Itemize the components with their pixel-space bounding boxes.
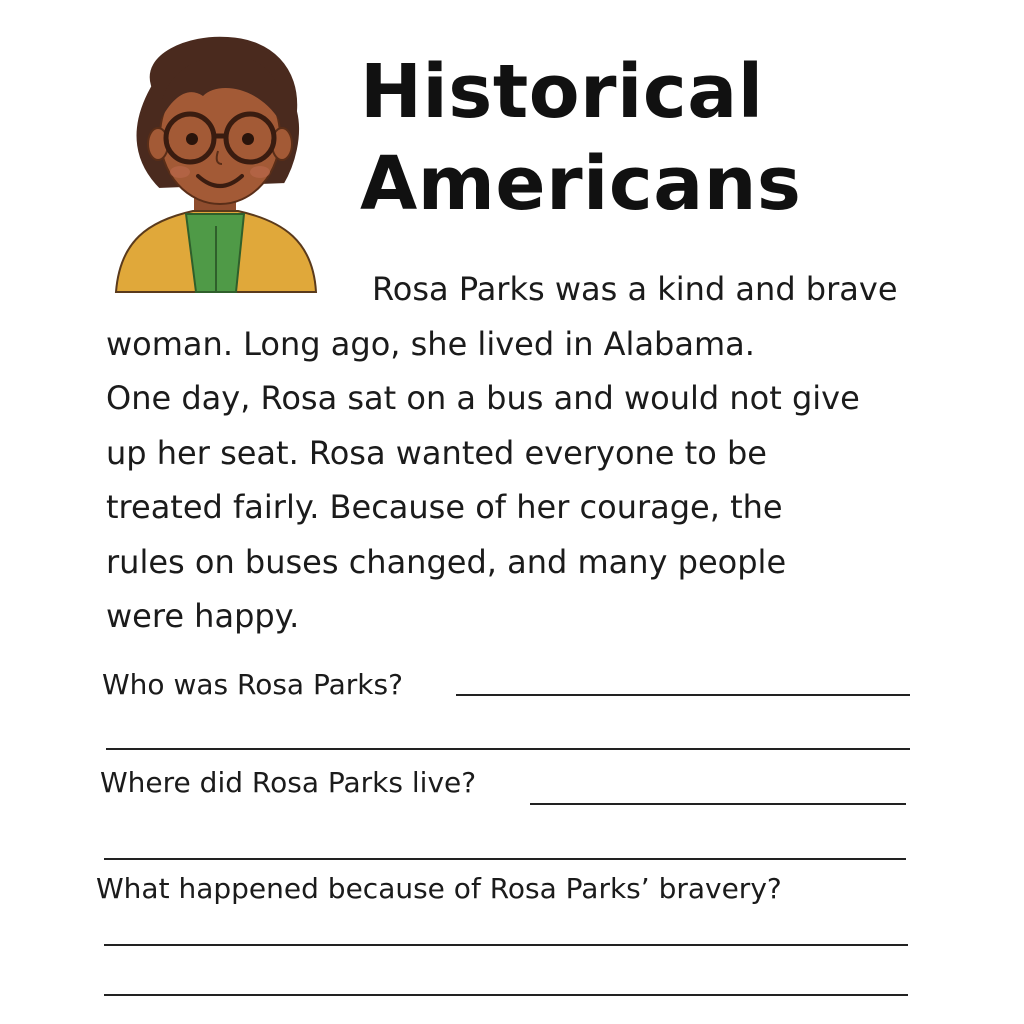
title-line-1: Historical — [360, 49, 764, 135]
woman-portrait-icon — [116, 34, 316, 292]
question-1-text: Who was Rosa Parks? — [102, 668, 403, 701]
answer-2-line-a[interactable] — [530, 803, 906, 805]
passage-line: treated fairly. Because of her courage, the — [106, 488, 783, 526]
question-2 — [100, 766, 476, 800]
question-3 — [96, 872, 782, 906]
question-2-text: Where did Rosa Parks live? — [100, 766, 477, 799]
passage-line: One day, Rosa sat on a bus and would not give — [106, 379, 860, 417]
answer-2-line-b[interactable] — [104, 858, 906, 860]
page-title — [360, 46, 801, 230]
answer-3-line-a[interactable] — [104, 944, 908, 946]
question-1 — [102, 668, 403, 702]
passage-line: woman. Long ago, she lived in Alabama. — [106, 324, 755, 363]
answer-1-line-b[interactable] — [106, 748, 910, 750]
answer-1-line-a[interactable] — [456, 694, 910, 696]
portrait-illustration — [108, 26, 322, 294]
passage-line: up her seat. Rosa wanted everyone to be — [106, 433, 767, 472]
answer-3-line-b[interactable] — [104, 994, 908, 996]
passage-line: rules on buses changed, and many people — [106, 542, 787, 581]
passage-line: were happy. — [106, 597, 300, 635]
reading-passage — [106, 262, 976, 644]
passage-line: Rosa Parks was a kind and brave — [372, 270, 898, 308]
title-line-2: Americans — [360, 141, 802, 227]
question-3-text: What happened because of Rosa Parks’ bravery? — [96, 872, 782, 905]
